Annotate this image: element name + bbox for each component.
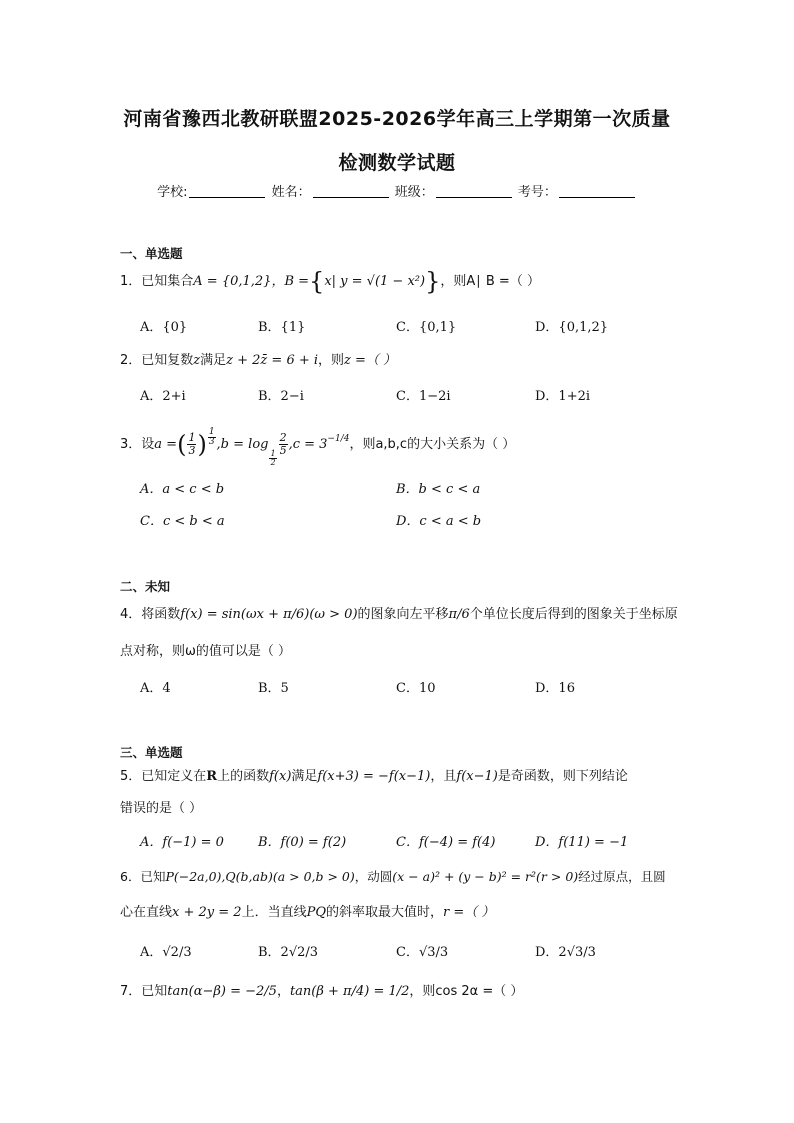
q4-option-a[interactable]: A．4	[140, 681, 171, 696]
q6-line1-c: 经过原点，且圆	[578, 869, 666, 884]
q5-option-b[interactable]: B．f(0) = f(2)	[258, 835, 347, 850]
q1-option-b[interactable]: B．{1}	[258, 320, 306, 335]
q5-line1-c: 满足	[291, 769, 318, 784]
q5-line1-b: 上的函数	[217, 769, 270, 784]
q6-line2-a: 心在直线	[120, 905, 173, 920]
exam-title-line1: 河南省豫西北教研联盟2025-2026学年高三上学期第一次质量	[123, 108, 671, 130]
q1-option-d[interactable]: D．{0,1,2}	[535, 320, 609, 335]
q6-line-2	[120, 905, 680, 921]
q1-option-a[interactable]: A．{0}	[140, 320, 188, 335]
question-6	[120, 869, 680, 885]
q6-line-eq: x + 2y = 2	[172, 905, 242, 920]
q5-R: R	[206, 769, 218, 784]
q3-a-label: a =	[154, 437, 178, 452]
q3-log-arg-den: 5	[279, 444, 287, 457]
q3-option-c[interactable]: C．c < b < a	[140, 514, 225, 529]
question-4	[120, 607, 680, 623]
q1-suffix: ，则A∣ B =（ ）	[440, 274, 540, 289]
section-heading-1: 一、单选题	[120, 246, 183, 261]
q4-shift: π/6	[448, 607, 470, 622]
q3-log-base-den: 2	[270, 458, 276, 467]
school-blank[interactable]	[189, 185, 265, 198]
q1-option-c[interactable]: C．{0,1}	[396, 320, 457, 335]
q6-option-a[interactable]: A．√2/3	[140, 945, 192, 960]
section-heading-3: 三、单选题	[120, 745, 183, 760]
q1-set-a: A = {0,1,2}	[193, 274, 272, 289]
q3-c-part: ,c = 3	[288, 437, 328, 452]
q6-option-b[interactable]: B．2√2/3	[258, 945, 319, 960]
q5-line-2: 错误的是（ ）	[120, 801, 203, 816]
q4-func: f(x) = sin(ωx + π/6)(ω > 0)	[180, 607, 358, 622]
q3-frac-num: 1	[188, 431, 196, 444]
q4-mid: 的图象向左平移	[357, 607, 449, 622]
q5-line1-a: 5．已知定义在	[120, 769, 207, 784]
q3-option-a[interactable]: A．a < c < b	[140, 482, 225, 497]
q3-option-b[interactable]: B．b < c < a	[396, 482, 481, 497]
question-2	[120, 353, 680, 369]
q3-suffix: ，则a,b,c的大小关系为（ ）	[349, 437, 516, 452]
question-7	[120, 984, 680, 1000]
q6-points: P(−2a,0),Q(b,ab)(a > 0,b > 0)	[165, 869, 355, 884]
q2-text-b: 满足	[200, 353, 227, 368]
question-3: 3．设a =( $\frac{1}{3}$ ) $\frac{1}{3}$ ,b = log $\frac{1}{2}$ $\frac{2}{5}$ $,c = 3^{-1/4}$，则a,b,c的大小关系为（ ）	[120, 427, 516, 467]
q3-exp-den: 3	[208, 437, 215, 447]
q3-prefix: 3．设	[120, 437, 155, 452]
q6-line1-b: ，动圆	[354, 869, 393, 884]
class-blank[interactable]	[436, 185, 512, 198]
q3-c-exp: −1/4	[327, 434, 350, 444]
q4-line-2: 点对称，则ω的值可以是（ ）	[120, 644, 292, 659]
q3-frac-den: 3	[188, 444, 196, 457]
q7-prefix: 7．已知	[120, 984, 168, 999]
q4-suffix: 个单位长度后得到的图象关于坐标原	[469, 607, 678, 622]
q6-option-c[interactable]: C．√3/3	[396, 945, 449, 960]
question-1: 1．已知集合A = {0,1,2}，B ={x| y = √(1 − x²)}，则A∣ B =（ ）	[120, 267, 540, 296]
q2-text-d: z =（ ）	[344, 353, 397, 368]
q1-prefix: 1．已知集合	[120, 274, 194, 289]
q3-log-base-num: 1	[270, 449, 276, 458]
q3-b-part: ,b = log	[216, 437, 269, 452]
q1-set-b-pre: ，B =	[271, 274, 310, 289]
q2-option-d[interactable]: D．1+2i	[535, 389, 591, 404]
q4-prefix: 4．将函数	[120, 607, 181, 622]
q5-option-a[interactable]: A．f(−1) = 0	[140, 835, 224, 850]
q3-log-arg-num: 2	[279, 431, 287, 444]
q3-option-d[interactable]: D．c < a < b	[396, 514, 482, 529]
q5-option-c[interactable]: C．f(−4) = f(4)	[396, 835, 496, 850]
q7-tan1: tan(α−β) = −2/5	[167, 984, 277, 999]
section-heading-2: 二、未知	[120, 579, 171, 594]
q5-line1-e: 是奇函数，则下列结论	[497, 769, 628, 784]
q4-option-c[interactable]: C．10	[396, 681, 436, 696]
q1-set-b: x| y = √(1 − x²)	[324, 274, 426, 289]
q2-option-a[interactable]: A．2+i	[140, 389, 186, 404]
q5-option-d[interactable]: D．f(11) = −1	[535, 835, 629, 850]
number-blank[interactable]	[559, 185, 635, 198]
name-blank[interactable]	[313, 185, 389, 198]
class-label: 班级：	[394, 185, 434, 200]
q5-odd: f(x−1)	[456, 769, 498, 784]
q2-option-b[interactable]: B．2−i	[258, 389, 304, 404]
q6-PQ: PQ	[306, 905, 326, 920]
question-5	[120, 769, 680, 785]
q7-suffix: ，则cos 2α =（ ）	[409, 984, 524, 999]
q6-circle: (x − a)² + (y − b)² = r²(r > 0)	[392, 869, 579, 884]
q3-exp-num: 1	[208, 427, 215, 437]
student-info	[0, 181, 794, 200]
school-label: 学校:	[157, 185, 188, 200]
q5-cond: f(x+3) = −f(x−1)	[317, 769, 431, 784]
q2-text-c: ，则	[318, 353, 345, 368]
q5-fx: f(x)	[269, 769, 292, 784]
q2-var: z	[193, 353, 201, 368]
q6-line2-c: 的斜率取最大值时，	[325, 905, 443, 920]
name-label: 姓名：	[271, 185, 311, 200]
q6-line2-d: r =（ ）	[443, 905, 495, 920]
q5-line1-d: ，且	[430, 769, 457, 784]
q4-option-d[interactable]: D．16	[535, 681, 575, 696]
q6-line2-b: 上．当直线	[241, 905, 307, 920]
number-label: 考号：	[517, 185, 557, 200]
q4-option-b[interactable]: B．5	[258, 681, 289, 696]
q6-option-d[interactable]: D．2√3/3	[535, 945, 596, 960]
q7-tan2: tan(β + π/4) = 1/2	[289, 984, 410, 999]
q2-equation: z + 2z̄ = 6 + i	[226, 353, 319, 368]
q2-option-c[interactable]: C．1−2i	[396, 389, 451, 404]
q6-line1-a: 6．已知	[120, 869, 166, 884]
q7-mid: ，	[276, 984, 290, 999]
exam-title-line2: 检测数学试题	[338, 152, 456, 174]
q2-text-a: 2．已知复数	[120, 353, 194, 368]
